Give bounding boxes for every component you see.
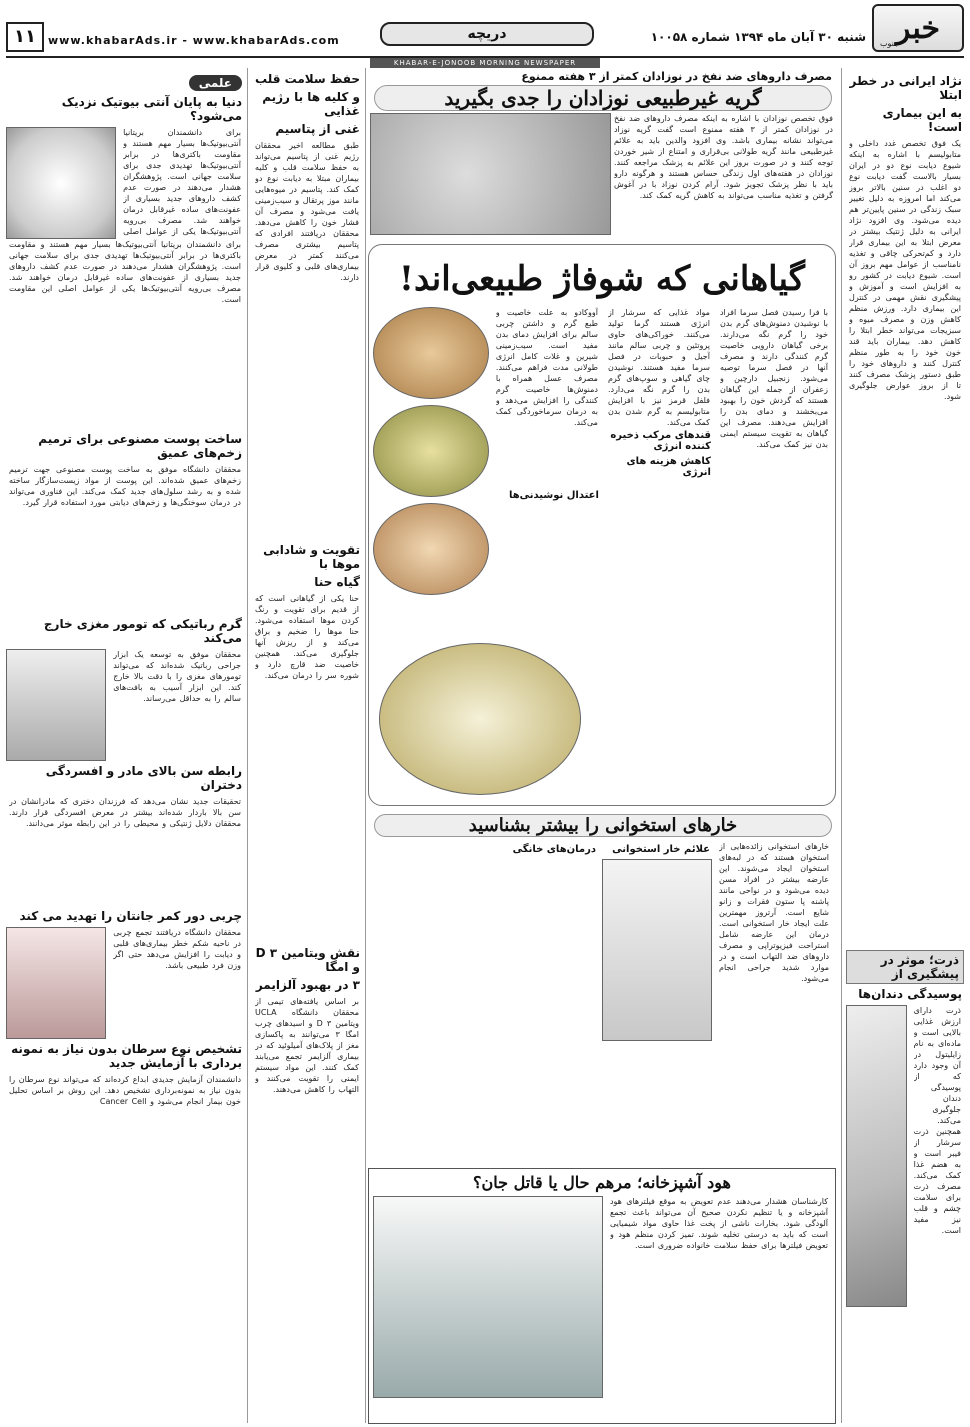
corn-article-title: ذرت؛ موثر در پیشگیری از <box>846 950 964 984</box>
antibiotic-body: برای دانشمندان بریتانیا آنتی‌بیوتیک‌ها بسیار مهم هستند و مقاومت باکتری‌ها در برابر آنتی‌بیوتیک‌ها تهدیدی جدی برای سلامت جهانی است. پژوهشگران هشدار می‌دهند در صورت عدم کشف داروهای جدید بسیاری از عفونت‌های ساده غیرقابل درمان خواهند شد. مصرف بی‌رویه آنتی‌بیوتیک‌ها یکی از عوامل اصلی <box>123 128 241 236</box>
artificial-skin-title: ساخت پوست مصنوعی برای ترمیم زخم‌های عمیق <box>38 432 242 460</box>
herbs-article <box>368 244 836 806</box>
bone-spur-article <box>370 812 836 1162</box>
infant-kicker: مصرف داروهای ضد نفخ در نوزادان کمتر از ۳ هفته ممنوع <box>521 70 832 83</box>
infant-article <box>370 68 836 238</box>
corn-image <box>846 1005 907 1307</box>
belly-fat-body: محققان دانشگاه دریافتند تجمع چربی در ناحیه شکم خطر بیماری‌های قلبی و دیابت را افزایش می‌دهد حتی اگر وزن فرد طبیعی باشد. <box>113 928 241 970</box>
cancer-test-body: دانشمندان آزمایش جدیدی ابداع کرده‌اند که می‌تواند نوع سرطان را بدون نیاز به نمونه‌برداری تشخیص دهد. این روش بر اساس تحلیل خون بیمار انجام می‌شود و Cancer Cell <box>9 1075 241 1106</box>
science-column <box>6 68 244 1423</box>
kitchen-hood-title: هود آشپزخانه؛ مرهم حال یا قاتل جان؟ <box>473 1173 731 1192</box>
belly-fat-title: چربی دور کمر جانتان را تهدید می کند <box>19 909 242 923</box>
bone-spur-title: خارهای استخوانی را بیشتر بشناسید <box>374 814 832 837</box>
dateline: شنبه ۳۰ آبان ماه ۱۳۹۴ شماره ۱۰۰۵۸ <box>650 30 866 44</box>
masthead-ribbon: KHABAR-E-JONOOB MORNING NEWSPAPER <box>370 58 600 68</box>
logo-sub: جنوب <box>880 39 900 48</box>
right-article-title: نژاد ایرانی در خطر ابتلا <box>849 74 962 102</box>
antibiotic-body-cont: برای دانشمندان بریتانیا آنتی‌بیوتیک‌ها بسیار مهم هستند و مقاومت باکتری‌ها در برابر آنتی‌بیوتیک‌ها تهدیدی جدی برای سلامت جهانی است. پژوهشگران هشدار می‌دهند در صورت عدم کشف داروهای جدید بسیاری از عفونت‌های ساده غیرقابل درمان خواهند شد. مصرف بی‌رویه آنتی‌بیوتیک‌ها یکی از عوامل اصلی این مقاومت است. <box>9 240 241 304</box>
masthead <box>0 0 970 67</box>
right-article-subtitle: به این بیماری است! <box>882 106 962 134</box>
ginger-image <box>373 307 489 399</box>
crying-baby-image <box>370 113 611 235</box>
science-tag: علمی <box>189 75 242 91</box>
robot-title: گرم رباتیکی که تومور مغزی خارج می‌کند <box>43 617 242 645</box>
heart-subtitle-2: غنی از پتاسیم <box>275 122 360 136</box>
herbal-tea-image <box>379 643 581 795</box>
logo-text: خبر <box>895 10 941 46</box>
website-link[interactable]: www.khabarAds.ir - www.khabarAds.com <box>48 34 340 47</box>
robot-body: محققان موفق به توسعه یک ابزار جراحی رباتیک شده‌اند که می‌تواند تومورهای مغزی را با دقت بالا خارج کند. این ابزار آسیب به بافت‌های سالم را به حداقل می‌رساند. <box>113 650 241 703</box>
heart-title: حفظ سلامت قلب <box>255 72 360 86</box>
seeds-image <box>373 405 489 497</box>
right-column <box>846 68 964 1423</box>
pills-image <box>6 127 116 239</box>
corn-article-subtitle: پوسیدگی دندان‌ها <box>858 987 962 1001</box>
antibiotic-title: دنیا به پایان آنتی بیوتیک نزدیک می‌شود؟ <box>61 95 242 123</box>
nuts-image <box>373 503 489 595</box>
cancer-test-title: تشخیص نوع سرطان بدون نیاز به نمونه برداری با آزمایش جدید <box>11 1042 242 1070</box>
column-divider <box>365 68 366 1423</box>
column-divider <box>247 68 248 1423</box>
herbs-col-2: مواد غذایی که سرشار از انرژی هستند گرما تولید می‌کنند. خوراکی‌های حاوی پروتئین و چربی سالم مانند آجیل و حبوبات در فصل سرما مفید هستند. نوشیدن چای گیاهی و سوپ‌های گرم بدن را گرم نگه می‌دارد. فلفل قرمز نیز با افزایش متابولیسم به گرم شدن بدن کمک می‌کند. <box>607 308 710 427</box>
vitamin-d-title: نقش ویتامین D ۳ و امگا <box>255 946 360 974</box>
infant-title: گریه غیرطبیعی نوزادان را جدی بگیرید <box>374 85 832 111</box>
robot-image <box>6 649 106 761</box>
foot-image <box>602 859 712 1041</box>
depression-title: رابطه سن بالای مادر و افسردگی دختران <box>45 764 242 792</box>
bone-spur-subhead-b: درمان‌های خانگی <box>512 844 596 855</box>
page-number: ۱۱ <box>6 22 44 52</box>
right-article-body: یک فوق تخصص غدد داخلی و متابولیسم با اشاره به اینکه شیوع دیابت نوع دو در ایران بسیار بالاست گفت دیابت نوع دو اغلب در سنین بالاتر بروز می‌کند اما امروزه به دلیل تغییر سبک زندگی در سنین پایین‌تر هم دیده می‌شود. وی افزود نژاد ایرانی به دلیل ژنتیک بیشتر در معرض ابتلا به این بیماری قرار دارد و کم‌تحرکی چاقی و تغذیه نامناسب از عوامل مهم بروز آن است. شیوع دیابت در کشور رو به افزایش است و آموزش و پیشگیری نقش مهمی در کنترل این بیماری دارد. ورزش منظم کاهش وزن و مصرف میوه و سبزیجات می‌تواند خطر ابتلا را کاهش دهد. بیماران باید قند خون خود را به طور منظم کنترل کنند و داروهای خود را طبق دستور پزشک مصرف کنند تا از بروز عوارض جلوگیری شود. <box>849 139 961 401</box>
infant-body: فوق تخصص نوزادان با اشاره به اینکه مصرف داروهای ضد نفخ در نوزادان کمتر از ۳ هفته ممنوع است گفت گریه نوزاد می‌تواند نشانه بیماری باشد. وی افزود والدین باید به علائم غیرطبیعی مانند گریه طولانی بی‌قراری و امتناع از شیر خوردن توجه کنند و در صورت بروز این علائم به پزشک مراجعه کنند. نوزادان در هفته‌های اول زندگی حساس هستند و هرگونه دارو باید با نظر پزشک تجویز شود. آرام کردن نوزاد با در آغوش گرفتن و تغذیه مناسب می‌تواند به کاهش گریه کمک کند. <box>613 114 833 200</box>
vitamin-d-subtitle: ۳ در بهبود آلزایمر <box>255 978 360 992</box>
belly-image <box>6 927 106 1039</box>
henna-subtitle: گیاه حنا <box>314 575 360 589</box>
newspaper-logo[interactable] <box>872 4 964 52</box>
health-column <box>252 68 362 1423</box>
herbs-subhead-c: اعتدال نوشیدنی‌ها <box>508 490 599 501</box>
herbs-col-3: آووکادو به علت خاصیت و طبع گرم و داشتن چربی سالم برای افزایش دمای بدن مفید است. سیب‌زمینی شیرین و غلات کامل انرژی طولانی مدت فراهم می‌کنند. مصرف عسل همراه با دمنوش‌ها خاصیت گرم کنندگی را افزایش می‌دهد و به درمان سرماخوردگی کمک می‌کند. <box>495 308 598 427</box>
section-title: دریچه <box>380 22 594 46</box>
herbs-title: گیاهانی که شوفاژ طبیعی‌اند! <box>399 259 805 299</box>
heart-subtitle: و کلیه ها با رژیم غذایی <box>262 90 360 118</box>
herbs-col-1: با فرا رسیدن فصل سرما افراد با نوشیدن دمنوش‌های گرم بدن خود را گرم نگه می‌دارند. برخی گیاهان دارویی خاصیت گرم کنندگی دارند و مصرف آنها در فصل سرما توصیه می‌شود. زنجبیل دارچین و زعفران از جمله این گیاهان هستند که گردش خون را بهبود می‌بخشند و دمای بدن را افزایش می‌دهند. مصرف این گیاهان به تقویت سیستم ایمنی بدن نیز کمک می‌کند. <box>719 308 828 449</box>
artificial-skin-body: محققان دانشگاه موفق به ساخت پوست مصنوعی جهت ترمیم زخم‌های عمیق شده‌اند. این پوست از مواد زیست‌سازگار ساخته شده و به رشد سلول‌های جدید کمک می‌کند. این فناوری می‌تواند در درمان سوختگی‌ها و زخم‌های دیابتی مورد استفاده قرار گیرد. <box>9 465 241 507</box>
kitchen-hood-body: کارشناسان هشدار می‌دهند عدم تعویض به موقع فیلترهای هود آشپزخانه و یا تنظیم نکردن صحیح آن می‌تواند باعث تجمع آلودگی شود. بخارات ناشی از پخت غذا حاوی مواد شیمیایی است که باید به درستی تخلیه شوند. تمیز کردن منظم هود و تعویض فیلترها برای حفظ سلامت خانواده ضروری است. <box>609 1197 828 1250</box>
corn-article-body: ذرت دارای ارزش غذایی بالایی است و ماده‌ای به نام زایلیتول در آن وجود دارد که از پوسیدگی دندان جلوگیری می‌کند. همچنین ذرت سرشار از فیبر است و به هضم غذا کمک می‌کند. مصرف ذرت برای سلامت چشم و قلب نیز مفید است. <box>913 1006 961 1235</box>
depression-body: تحقیقات جدید نشان می‌دهد که فرزندان دختری که مادرانشان در سن بالا باردار شده‌اند بیشتر در معرض افسردگی قرار دارند. محققان دلایل ژنتیکی و محیطی را در این رابطه موثر می‌دانند. <box>9 797 241 828</box>
column-divider <box>841 68 842 1423</box>
bone-spur-body: خارهای استخوانی زائده‌هایی از استخوان هستند که در لبه‌های استخوان ایجاد می‌شوند. این عارضه بیشتر در افراد مسن دیده می‌شود و در نواحی مانند پاشنه پا ستون فقرات و زانو شایع است. آرتروز مهمترین علت ایجاد خار استخوانی است. درمان این عارضه شامل استراحت فیزیوتراپی و مصرف داروهای ضد التهاب است و در موارد شدید جراحی انجام می‌شود. <box>719 842 829 983</box>
heart-body: طبق مطالعه اخیر محققان رژیم غنی از پتاسیم می‌تواند به حفظ سلامت قلب و کلیه بیماران مبتلا به دیابت نوع دو کمک کند. پتاسیم در میوه‌هایی مانند موز پرتقال و سیب‌زمینی یافت می‌شود و مصرف آن فشار خون را کاهش می‌دهد. محققان دریافتند افرادی که پتاسیم بیشتری مصرف می‌کنند کمتر در معرض بیماری‌های قلبی و کلیوی قرار دارند. <box>255 141 359 282</box>
henna-title: تقویت و شادابی موها با <box>263 543 360 571</box>
herbs-subhead-a: قندهای مرکب ذخیره کننده انرژی <box>610 430 711 452</box>
kitchen-image <box>373 1196 603 1398</box>
bone-spur-subhead-a: علائم خار استخوانی <box>612 844 710 855</box>
kitchen-hood-box <box>368 1168 836 1424</box>
vitamin-d-body: بر اساس یافته‌های تیمی از محققان دانشگاه UCLA ویتامین D ۳ و اسیدهای چرب امگا ۳ می‌توانند به پاکسازی مغز از پلاک‌های آمیلوئید که در بیماری آلزایمر تجمع می‌یابند کمک کنند. این مواد سیستم ایمنی را تقویت می‌کنند و التهاب را کاهش می‌دهند. <box>255 997 359 1094</box>
henna-body: حنا یکی از گیاهانی است که از قدیم برای تقویت و رنگ کردن موها استفاده می‌شود. حنا موها را ضخیم و براق می‌کند و از ریزش آنها جلوگیری می‌کند. همچنین خاصیت ضد قارچ دارد و شوره سر را درمان می‌کند. <box>255 594 359 680</box>
herbs-subhead-b: کاهش هزینه های انرژی <box>626 456 711 478</box>
